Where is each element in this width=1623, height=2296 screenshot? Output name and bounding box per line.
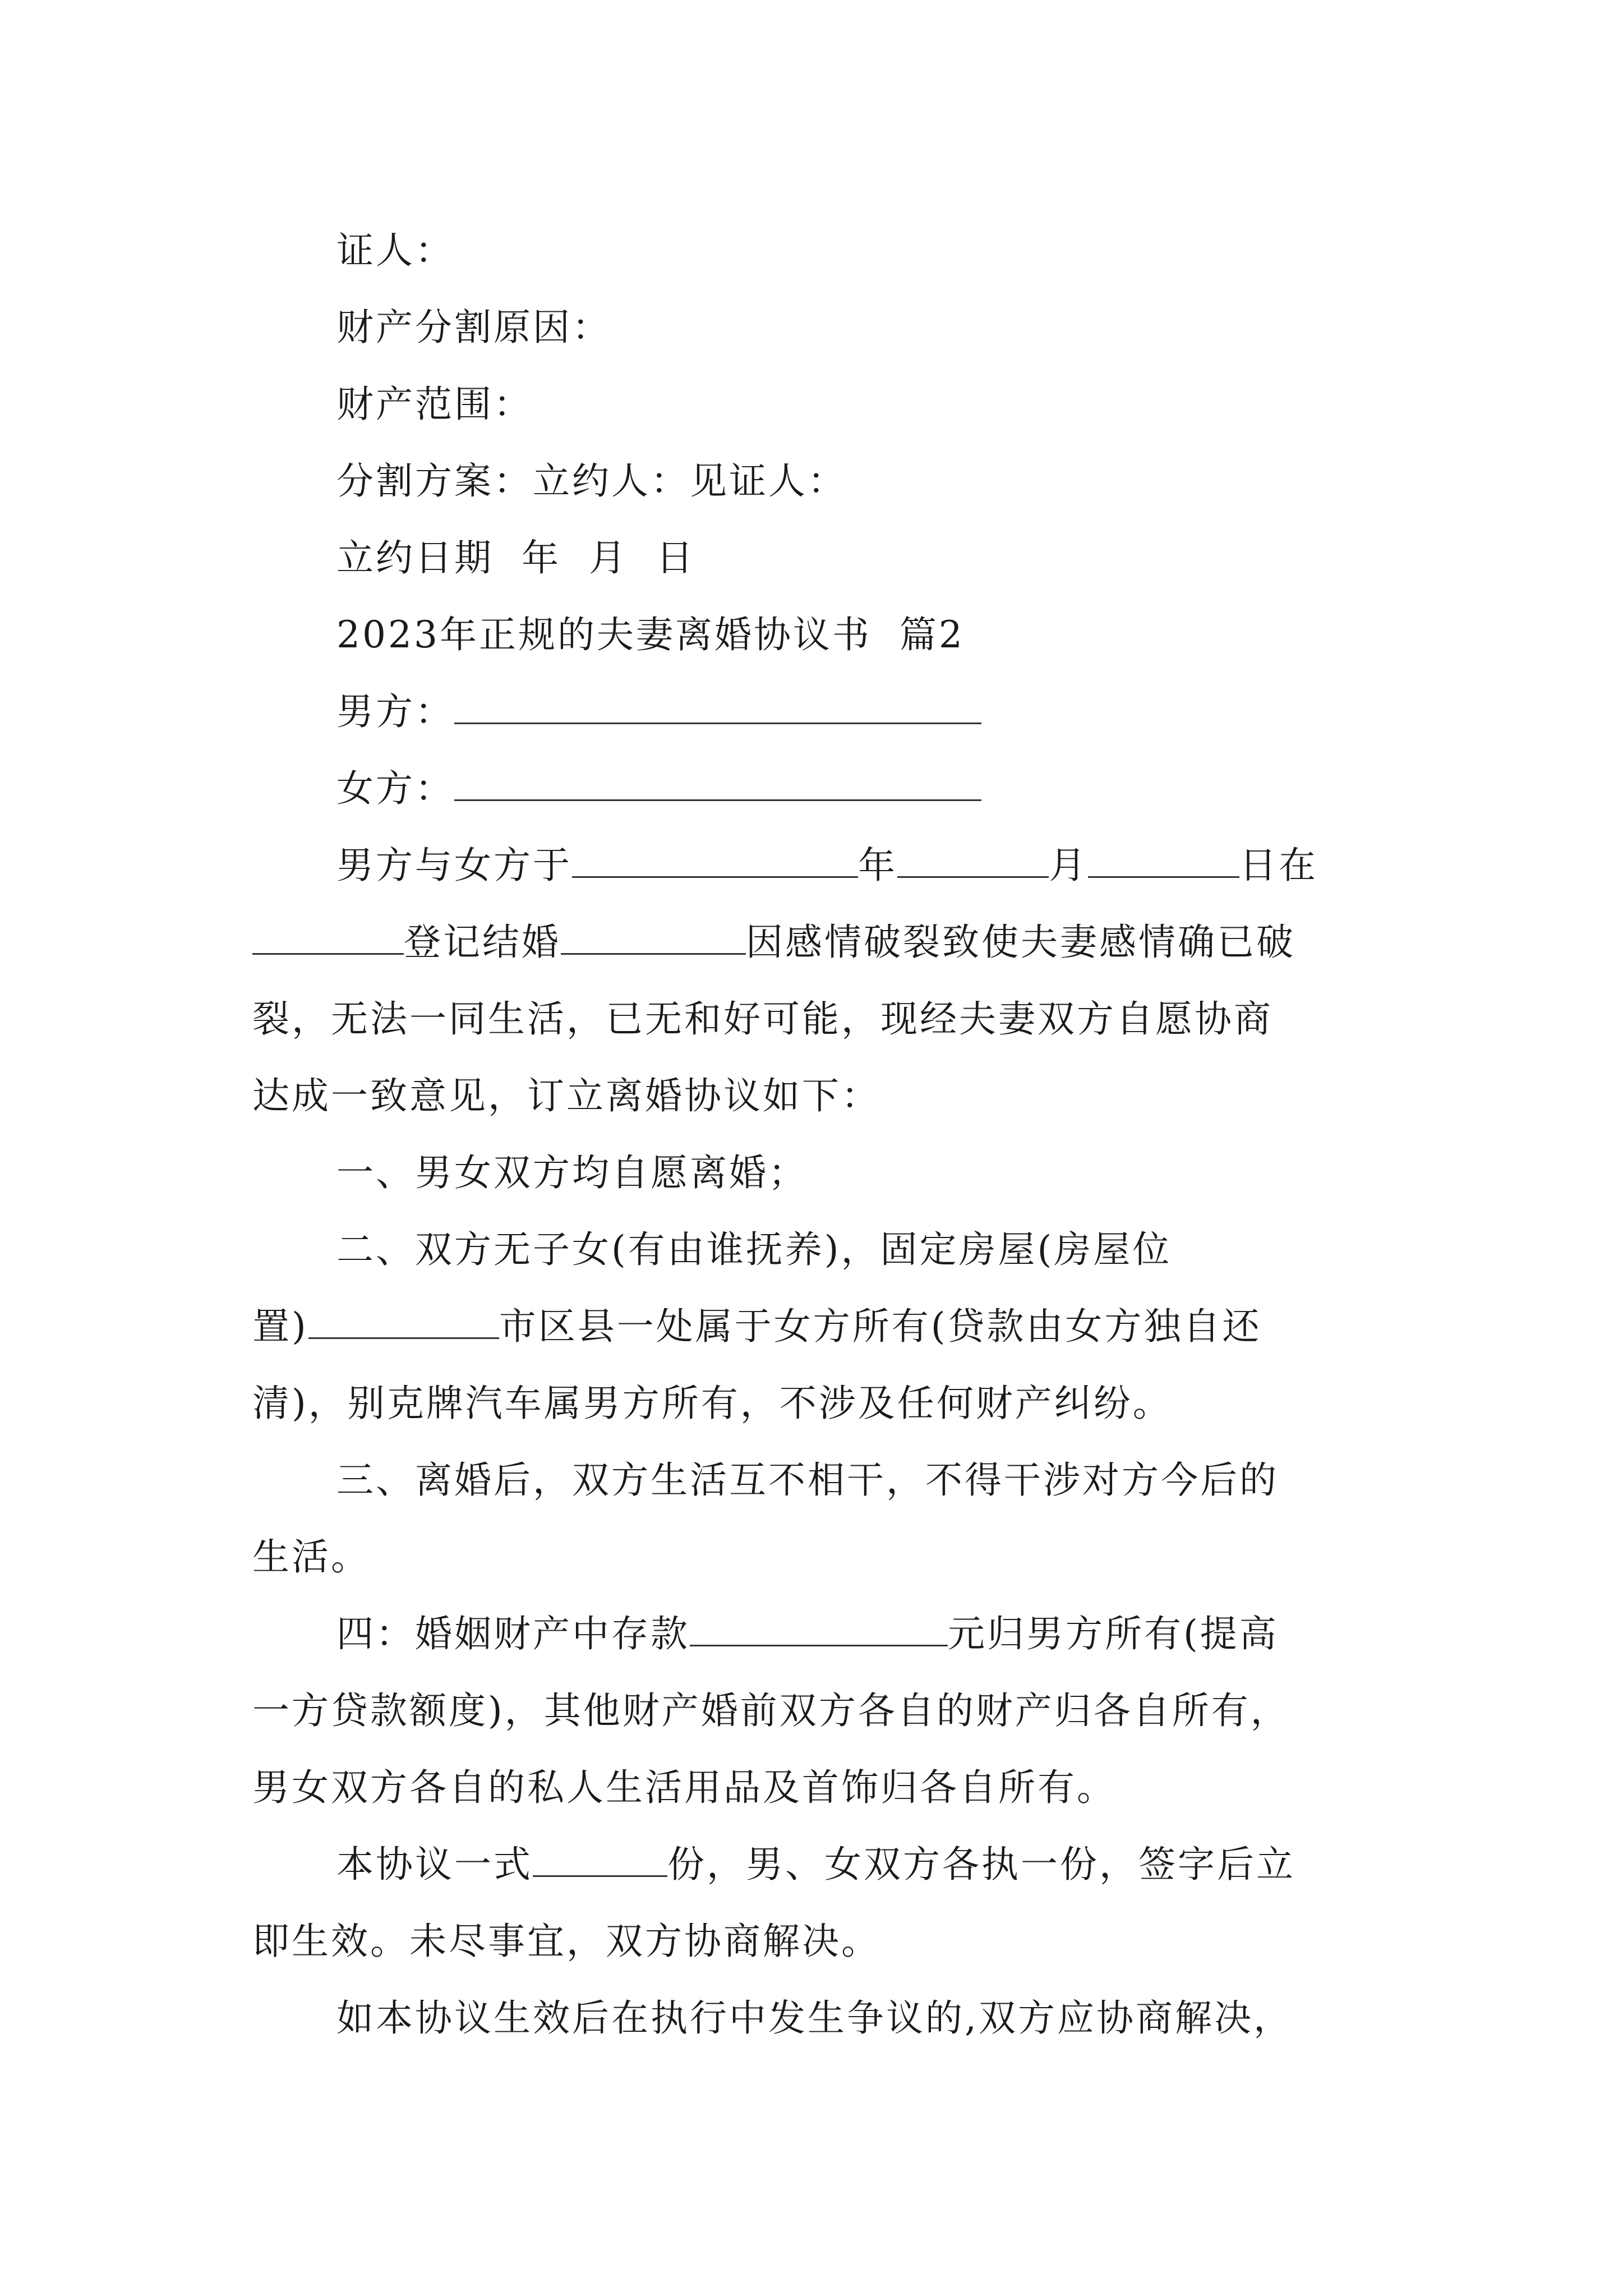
clause-4-line-3: 男女双方各自的私人生活用品及首饰归各自所有。 — [252, 1766, 1116, 1809]
clause-2-line-2 — [252, 1288, 1391, 1365]
text-fragment: 市区县一处属于女方所有(贷款由女方独自还 — [499, 1305, 1262, 1348]
clause-4-line-1 — [252, 1595, 1391, 1672]
clause-2-line-3: 清)，别克牌汽车属男方所有，不涉及任何财产纠纷。 — [252, 1382, 1172, 1425]
scope-label: 财产范围： — [336, 383, 533, 426]
text-fragment: 登记结婚 — [404, 921, 561, 964]
copies-blank — [533, 1846, 667, 1877]
day-blank — [1088, 847, 1239, 878]
reason-label: 财产分割原因： — [336, 306, 611, 349]
text-fragment: 男方与女方于 — [336, 844, 572, 887]
clause-2-line-1: 二、双方无子女(有由谁抚养)，固定房屋(房屋位 — [336, 1228, 1172, 1271]
female-name-blank — [454, 770, 981, 801]
house-location-blank — [308, 1308, 499, 1339]
plan-line: 分割方案：立约人：见证人： — [336, 459, 847, 503]
female-party-label: 女方： — [336, 767, 454, 810]
clause-1: 一、男女双方均自愿离婚； — [336, 1151, 808, 1194]
text-fragment: 元归男方所有(提高 — [948, 1612, 1279, 1655]
female-party-line — [252, 750, 1391, 827]
marriage-para-line-1 — [252, 827, 1391, 904]
copies-line-1 — [252, 1826, 1391, 1903]
clause-3-line-1: 三、离婚后，双方生活互不相干，不得干涉对方今后的 — [336, 1458, 1279, 1502]
witness-label: 证人： — [336, 229, 454, 272]
text-fragment: 置) — [252, 1305, 308, 1348]
clause-3-line-2: 生活。 — [252, 1535, 370, 1579]
marriage-para-line-4: 达成一致意见，订立离婚协议如下： — [252, 1074, 880, 1117]
text-fragment: 四：婚姻财产中存款 — [336, 1612, 690, 1655]
year-blank — [572, 847, 858, 878]
date-line: 立约日期 年 月 日 — [336, 536, 695, 579]
text-fragment: 日在 — [1239, 844, 1318, 887]
marriage-para-line-2 — [252, 904, 1391, 981]
month-blank — [897, 847, 1049, 878]
dispute-line: 如本协议生效后在执行中发生争议的,双方应协商解决， — [336, 1996, 1293, 2040]
marriage-para-line-3: 裂，无法一同生活，已无和好可能，现经夫妻双方自愿协商 — [252, 997, 1273, 1041]
text-fragment: 年 — [858, 844, 897, 887]
text-fragment: 本协议一式 — [336, 1843, 533, 1886]
document-title: 2023年正规的夫妻离婚协议书 篇2 — [336, 613, 965, 656]
registration-blank — [561, 924, 746, 955]
deposit-amount-blank — [690, 1616, 948, 1646]
text-fragment: 因感情破裂致使夫妻感情确已破 — [746, 921, 1295, 964]
copies-line-2: 即生效。未尽事宜，双方协商解决。 — [252, 1920, 880, 1963]
text-fragment: 份，男、女双方各执一份，签字后立 — [667, 1843, 1295, 1886]
male-party-line — [252, 673, 1391, 750]
male-name-blank — [454, 693, 981, 724]
text-fragment: 月 — [1049, 844, 1088, 887]
document-body — [252, 212, 1391, 2056]
place-blank — [252, 924, 404, 955]
clause-4-line-2: 一方贷款额度)，其他财产婚前双方各自的财产归各自所有， — [252, 1689, 1290, 1732]
male-party-label: 男方： — [336, 690, 454, 733]
